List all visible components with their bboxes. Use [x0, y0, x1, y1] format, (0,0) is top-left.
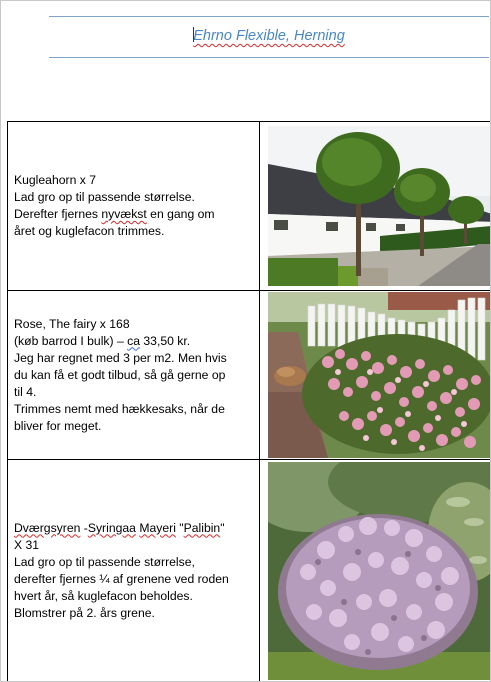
- plant-line: Rose, The fairy x 168: [14, 316, 130, 331]
- plant-photo-cell: [260, 291, 491, 460]
- spellcheck-mark: Palibin: [183, 520, 221, 535]
- plant-line: X 31: [14, 537, 40, 552]
- plant-line: til 4.: [14, 384, 37, 399]
- plant-line: Dværgsyren -Syringaa Mayeri "Palibin": [14, 520, 225, 535]
- plant-photo-cell: [260, 122, 491, 291]
- plant-line: Jeg har regnet med 3 per m2. Men hvis: [14, 350, 227, 365]
- header-title[interactable]: Ehrno Flexible, Herning: [193, 28, 345, 44]
- plant-line: bliver for meget.: [14, 418, 102, 433]
- plant-line: Kugleahorn x 7: [14, 173, 96, 187]
- plant-line: (køb barrod I bulk) – ca 33,50 kr.: [14, 333, 191, 348]
- spellcheck-mark: nyvækst: [101, 207, 147, 221]
- plant-description-cell[interactable]: [8, 291, 260, 460]
- plant-table: [7, 121, 491, 682]
- spellcheck-mark: ca: [127, 333, 140, 348]
- table-row: [8, 460, 491, 682]
- table-row: [8, 122, 491, 291]
- header-rule-bottom: [49, 57, 489, 58]
- plant-line: hvert år, så kuglefacon beholdes.: [14, 588, 193, 603]
- spellcheck-mark: Syringaa: [87, 520, 136, 535]
- table-row: [8, 291, 491, 460]
- plant-line: Trimmes nemt med hækkesaks, når de: [14, 401, 225, 416]
- plant-line: derefter fjernes ¼ af grenene ved roden: [14, 571, 229, 586]
- plant-line: Lad gro op til passende størrelse,: [14, 554, 195, 569]
- plant-description-cell[interactable]: [8, 460, 260, 682]
- pink-rose-bush-photo: [268, 292, 491, 458]
- header-rule-top: [49, 16, 489, 17]
- lilac-shrub-photo: [268, 462, 491, 680]
- plant-line: året og kuglefacon trimmes.: [14, 224, 165, 238]
- plant-line: Derefter fjernes nyvækst en gang om: [14, 207, 215, 221]
- plant-photo-cell: [260, 460, 491, 682]
- plant-description-cell[interactable]: [8, 122, 260, 291]
- plant-line: du kan få et godt tilbud, så gå gerne op: [14, 367, 226, 382]
- spellcheck-mark: Dværgsyren: [14, 520, 81, 535]
- ball-maple-trees-photo: [268, 126, 491, 286]
- plant-line: Lad gro op til passende størrelse.: [14, 190, 195, 204]
- spellcheck-mark: Mayeri: [139, 520, 176, 535]
- plant-line: Blomstrer på 2. års grene.: [14, 605, 155, 620]
